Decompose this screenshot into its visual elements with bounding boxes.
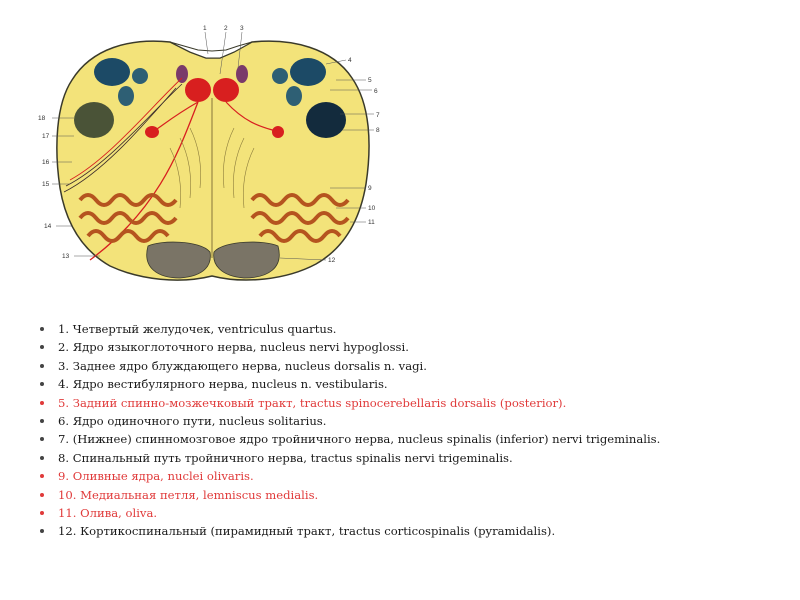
- legend-item: 8. Спинальный путь тройничного нерва, tractus spinalis nervi trigeminalis.: [38, 449, 778, 467]
- fig-label-16: 16: [42, 159, 50, 166]
- fig-label-5: 5: [368, 77, 372, 84]
- fig-label-13: 13: [62, 253, 70, 260]
- fig-label-8: 8: [376, 127, 380, 134]
- fig-label-7: 7: [376, 112, 380, 119]
- fig-label-14: 14: [44, 223, 52, 230]
- legend-item: 1. Четвертый желудочек, ventriculus quartus.: [38, 320, 778, 338]
- structure-legend-list: [38, 320, 778, 541]
- fig-label-11: 11: [368, 219, 375, 226]
- legend-item: 12. Кортикоспинальный (пирамидный тракт, tractus corticospinalis (pyramidalis).: [38, 522, 778, 540]
- dorsal-vagal-nucleus-left: [176, 65, 188, 83]
- fig-label-1: 1: [203, 25, 207, 32]
- fig-label-12: 12: [328, 257, 336, 264]
- legend-item: 7. (Нижнее) спинномозговое ядро тройничного нерва, nucleus spinalis (inferior) nervi trigeminalis.: [38, 430, 778, 448]
- legend-item: 3. Заднее ядро блуждающего нерва, nucleus dorsalis n. vagi.: [38, 357, 778, 375]
- legend-item: 5. Задний спинно-мозжечковый тракт, tractus spinocerebellaris dorsalis (posterior).: [38, 394, 778, 412]
- fig-label-4: 4: [348, 57, 352, 64]
- legend-item: 6. Ядро одиночного пути, nucleus solitarius.: [38, 412, 778, 430]
- fig-label-18: 18: [38, 115, 46, 122]
- legend-item: 2. Ядро языкоглоточного нерва, nucleus nervi hypoglossi.: [38, 338, 778, 356]
- fig-label-10: 10: [368, 205, 376, 212]
- spinal-trigeminal-nucleus: [306, 102, 346, 138]
- legend-item: 9. Оливные ядра, nuclei olivaris.: [38, 467, 778, 485]
- fig-label-15: 15: [42, 181, 50, 188]
- fig-label-2: 2: [224, 25, 228, 32]
- vestibular-nucleus-right: [290, 58, 326, 86]
- fig-label-17: 17: [42, 133, 50, 140]
- pyramid-left: [147, 242, 211, 278]
- fig-label-3: 3: [240, 25, 244, 32]
- fig-label-9: 9: [368, 185, 372, 192]
- legend-item: 11. Олива, oliva.: [38, 504, 778, 522]
- hypoglossal-nucleus-right: [213, 78, 239, 102]
- vestibular-nucleus-left: [94, 58, 130, 86]
- pyramid-right: [214, 242, 280, 278]
- medulla-cross-section-figure: [30, 18, 400, 293]
- legend-item: 10. Медиальная петля, lemniscus medialis.: [38, 486, 778, 504]
- fig-label-6: 6: [374, 88, 378, 95]
- legend-item: 4. Ядро вестибулярного нерва, nucleus n. vestibularis.: [38, 375, 778, 393]
- hypoglossal-nucleus-left: [185, 78, 211, 102]
